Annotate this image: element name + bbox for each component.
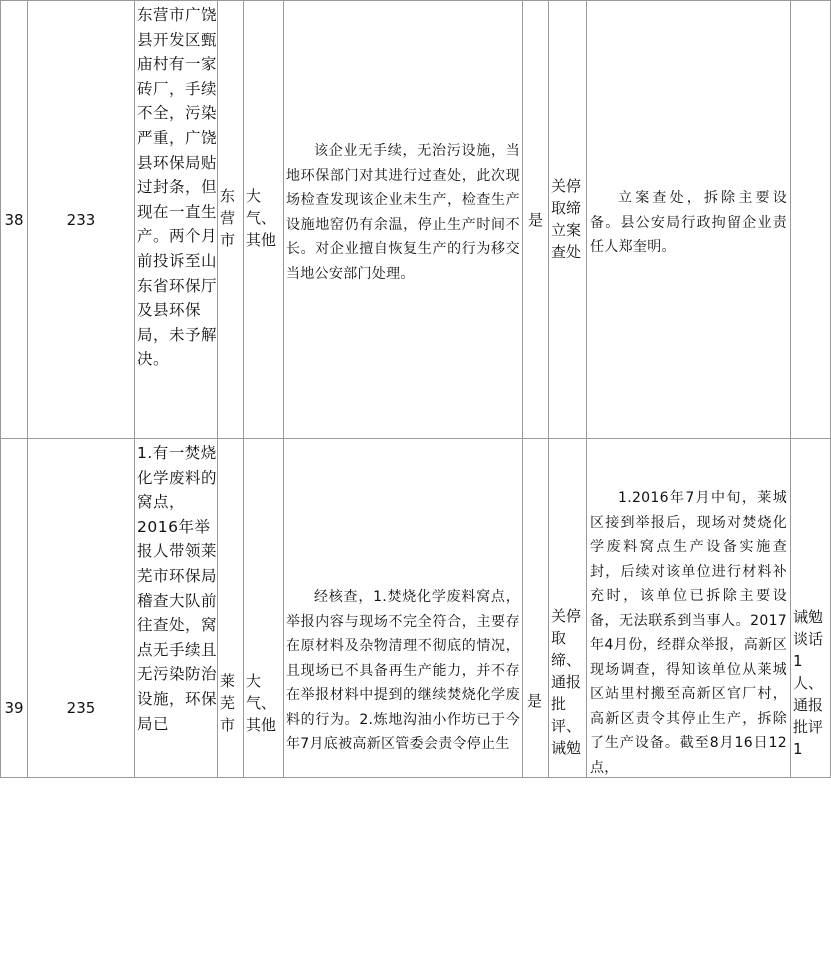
row-index: 38	[4, 210, 24, 229]
pollution-type: 大气、其他	[246, 672, 277, 734]
case-number: 235	[66, 699, 96, 717]
handling-measures: 关停取缔立案查处	[551, 177, 582, 261]
handling-measures: 关停取缔、通报批评、诫勉	[551, 607, 582, 757]
pollution-type: 大气、其他	[246, 187, 277, 249]
column-divider	[283, 0, 284, 778]
row-index: 39	[4, 699, 24, 717]
column-divider	[586, 0, 587, 778]
handling-result: 立案查处，拆除主要设备。县公安局行政拘留企业责任人郑奎明。	[590, 190, 787, 255]
city: 莱芜市	[220, 672, 236, 734]
verified-flag: 是	[527, 210, 543, 229]
column-divider	[217, 0, 218, 778]
handling-result: 1.2016年7月中旬，莱城区接到举报后，现场对焚烧化学废料窝点生产设备实施查封，后续对该单位进行材料补充时，该单位已拆除主要设备，无法联系到当事人。2017年4月份，经群众举报，高新区现场调查，得知该单位从莱城区站里村搬至高新区官厂村，高新区责令其停止生产，拆除了生产设备。截至8月16日12点，	[590, 490, 787, 776]
investigation-result: 该企业无手续，无治污设施，当地环保部门对其进行过查处，此次现场检查发现该企业未生产，检查生产设施地窑仍有余温，停止生产时间不长。对企业擅自恢复生产的行为移交当地公安部门处理。	[286, 143, 520, 282]
complaint-text: 东营市广饶县开发区甄庙村有一家砖厂，手续不全，污染严重，广饶县环保局贴过封条，但现在一直生产。两个月前投诉至山东省环保厅及县环保局，未予解决。	[137, 6, 217, 369]
column-divider	[548, 0, 549, 778]
accountability	[793, 186, 828, 256]
complaint-text: 1.有一焚烧化学废料的窝点，2016年举报人带领莱芜市环保局稽查大队前往查处，窝点无手续且无污染防治设施，环保局已	[137, 444, 217, 733]
city: 东营市	[220, 187, 236, 249]
accountability: 诫勉谈话1人、通报批评1	[793, 608, 824, 758]
column-divider	[243, 0, 244, 778]
investigation-result: 经核查，1.焚烧化学废料窝点，举报内容与现场不完全符合，主要存在原材料及杂物清理不彻底的情况，且现场已不具备再生产能力，并不存在举报材料中提到的继续焚烧化学废料的行为。2.炼地沟油小作坊已于今年7月底被高新区管委会责令停止生	[286, 589, 520, 752]
verified-flag: 是	[527, 692, 543, 710]
column-divider	[790, 0, 791, 778]
column-divider	[134, 0, 135, 778]
case-number: 233	[66, 210, 96, 229]
